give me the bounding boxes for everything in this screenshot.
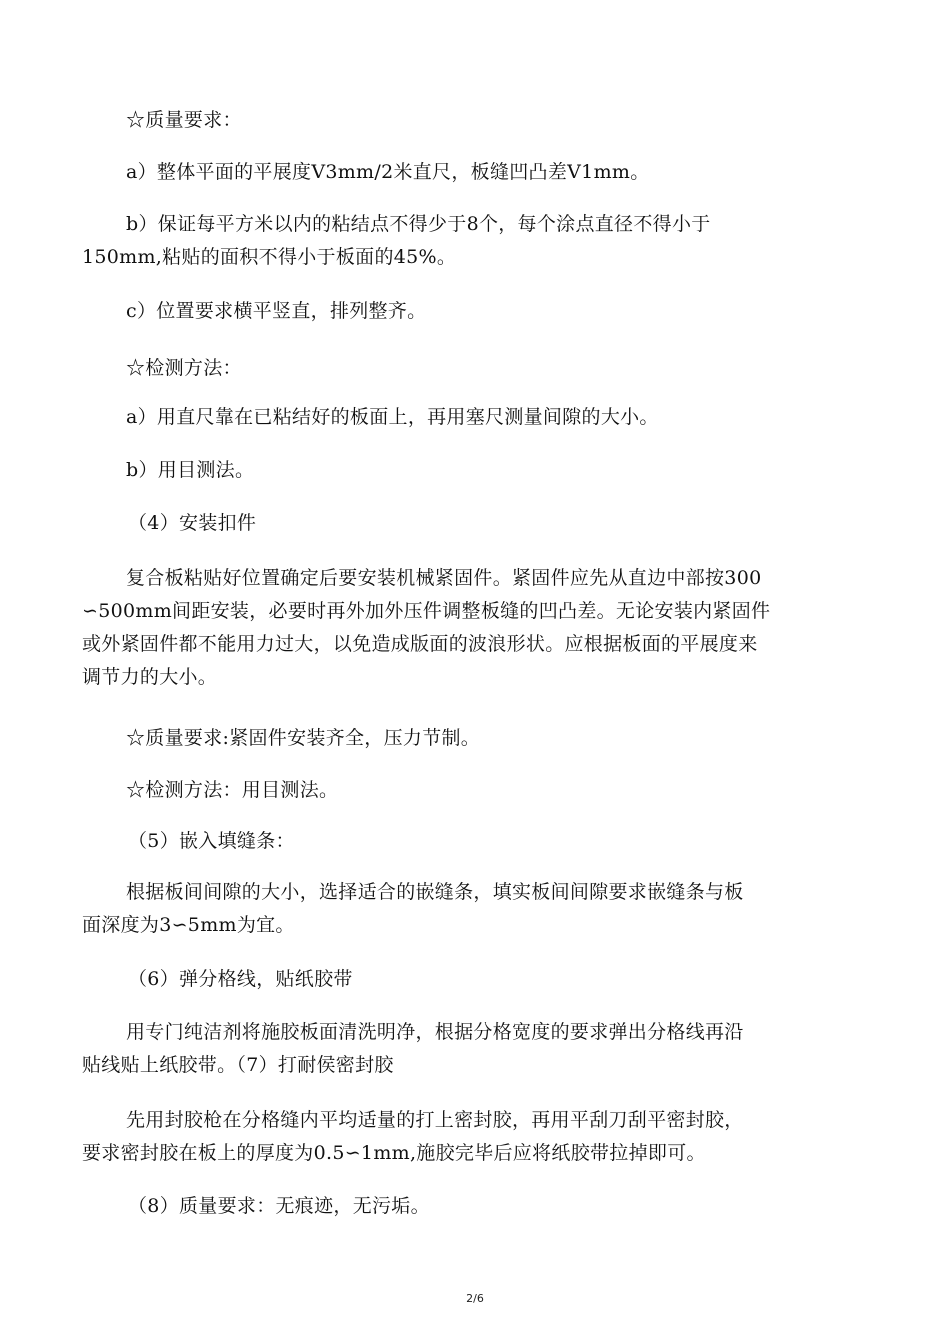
section-6-heading: （6）弹分格线，贴纸胶带: [128, 968, 353, 990]
section-8-heading: （8）质量要求：无痕迹，无污垢。: [128, 1195, 430, 1217]
section-4-heading: （4）安装扣件: [128, 512, 257, 534]
paragraph-b-bond-points: b）保证每平方米以内的粘结点不得少于8个，每个涂点直径不得小于 150mm,粘贴的面积不得小于板面的45%。: [82, 213, 711, 268]
paragraph-b-visual: b）用目测法。: [126, 459, 255, 481]
paragraph-a-ruler: a）用直尺靠在已粘结好的板面上，再用塞尺测量间隙的大小。: [126, 406, 659, 428]
page-number: 2/6: [466, 1292, 484, 1305]
paragraph-fastener-test: ☆检测方法：用目测法。: [126, 779, 339, 801]
paragraph-fastener-quality: ☆质量要求:紧固件安装齐全，压力节制。: [126, 727, 481, 749]
paragraph-sealant: 先用封胶枪在分格缝内平均适量的打上密封胶，再用平刮刀刮平密封胶， 要求密封胶在板上的厚度为0.5∽1mm,施胶完毕后应将纸胶带拉掉即可。: [82, 1109, 744, 1164]
paragraph-quality-req-heading: ☆质量要求：: [126, 109, 242, 131]
paragraph-filler-strip: 根据板间间隙的大小，选择适合的嵌缝条，填实板间间隙要求嵌缝条与板 面深度为3∽5mm为宜。: [82, 881, 744, 936]
paragraph-composite-board: 复合板粘贴好位置确定后要安装机械紧固件。紧固件应先从直边中部按300 ∽500mm间距安装，必要时再外加外压件调整板缝的凹凸差。无论安装内紧固件 或外紧固件都不能用力过大，以免造成版面的波浪形状。应根据板面的平展度来 调节力的大小。: [82, 567, 771, 688]
paragraph-cleaning: 用专门纯洁剂将施胶板面清洗明净，根据分格宽度的要求弹出分格线再沿 贴线贴上纸胶带。（7）打耐侯密封胶: [82, 1021, 744, 1076]
section-5-heading: （5）嵌入填缝条：: [128, 830, 295, 852]
paragraph-a-flatness: a）整体平面的平展度V3mm/2米直尺，板缝凹凸差V1mm。: [126, 161, 650, 183]
paragraph-test-method-heading: ☆检测方法：: [126, 357, 242, 379]
paragraph-c-position: c）位置要求横平竖直，排列整齐。: [126, 300, 427, 322]
